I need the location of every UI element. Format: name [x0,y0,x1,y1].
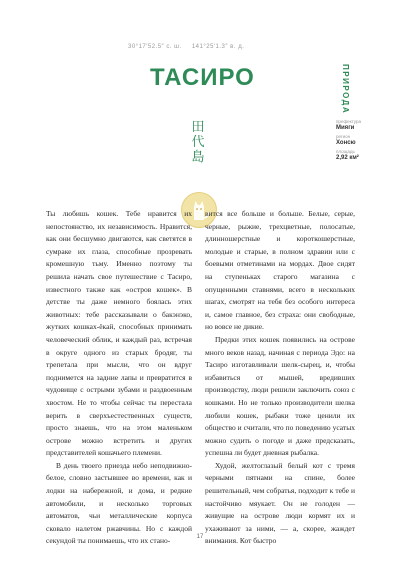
section-label: ПРИРОДА [341,64,350,115]
page-number: 17 [196,534,204,540]
kanji-char: 島 [191,150,205,165]
prefecture-value: Мияги [336,125,355,131]
paragraph: Ты любишь кошек. Тебе нравится их непостоянство, их независимость. Нравится, как они бесшумно двигаются, как светятся в сумраке их глаза, способные прозревать кромешную тьму. Именно поэтому ты решила начать свое путешествие с Тасиро, известного также как «остров кошек». В детстве ты даже немного боялась этих животных: тебе рассказывали о бакэнэко, жутких кошках-ёкай, способных принимать человеческий облик, и каждый раз, встречая в округе одного из старых бродяг, ты трепетала при мысли, что он вдруг поднимется на задние лапы и превратится в чудовище с острыми зубами и раздвоенным хвостом. Не то чтобы сейчас ты перестала верить в сверхъестественных существ, просто знаешь, что на этом маленьком острове можно встретить и других представителей кошачьего племени. [46,209,192,458]
page-title: ТАСИРО [150,64,255,91]
latitude: 30°17′52.5″ с. ш. [128,44,182,50]
paragraph: Предки этих кошек появились на острове много веков назад, начиная с периода Эдо: на Тасиро изготавливали шелк-сырец, и, чтобы избавиться от мышей, вредивших производству, люди решили заключить союз с кошками. Но не только производители шелка любили кошек, рыбаки тоже ценили их общество и считали, что по поведению усатых можно судить о погоде и даже предсказать, успешна ли будет дневная рыбалка. [205,334,355,458]
island-facts [336,118,361,163]
kanji-char: 田 [191,120,205,135]
paragraph: В день твоего приезда небо неподвижно-белое, словно застывшее во времени, как и лодки на набережной, и дома, и редкие автомобили, и несколько торговых автоматов, чьи металлические корпуса сковало налетом ржавчины. Но с каждой секундой ты понимаешь, что их стано- [46,460,192,546]
left-column [46,208,192,548]
kanji-char: 代 [191,135,205,150]
area-value: 2,92 км² [336,155,359,161]
paragraph: Худой, желтоглазый белый кот с тремя черными пятнами на спине, более решительный, чем собратья, подходит к тебе и настойчиво мяукает. Он не голоден — живущие на острове люди кормят их и ухаживают за ними, — а, скорее, жаждет внимания. Кот быстро [205,460,355,546]
longitude: 141°25′1.3″ в. д. [191,44,245,50]
paragraph: вится все больше и больше. Белые, серые, черные, рыжие, трехцветные, полосатые, длинношерстные и короткошерстные, молодые и старые, в полном здравии или с боевыми отметинами на мордах. Двое сидят на ступеньках старого магазина с опущенными ставнями, всего в нескольких шагах, смотрят на тебя без особого интереса и, самое главное, без страха: они свободные, но вовсе не дикие. [205,209,355,332]
region-value: Хонсю [336,140,356,146]
region-label: регион [336,134,351,139]
coordinates [128,44,244,50]
kanji-name [190,120,206,165]
prefecture-label: префектура [336,119,361,124]
right-column [205,208,355,548]
area-label: площадь [336,149,355,154]
